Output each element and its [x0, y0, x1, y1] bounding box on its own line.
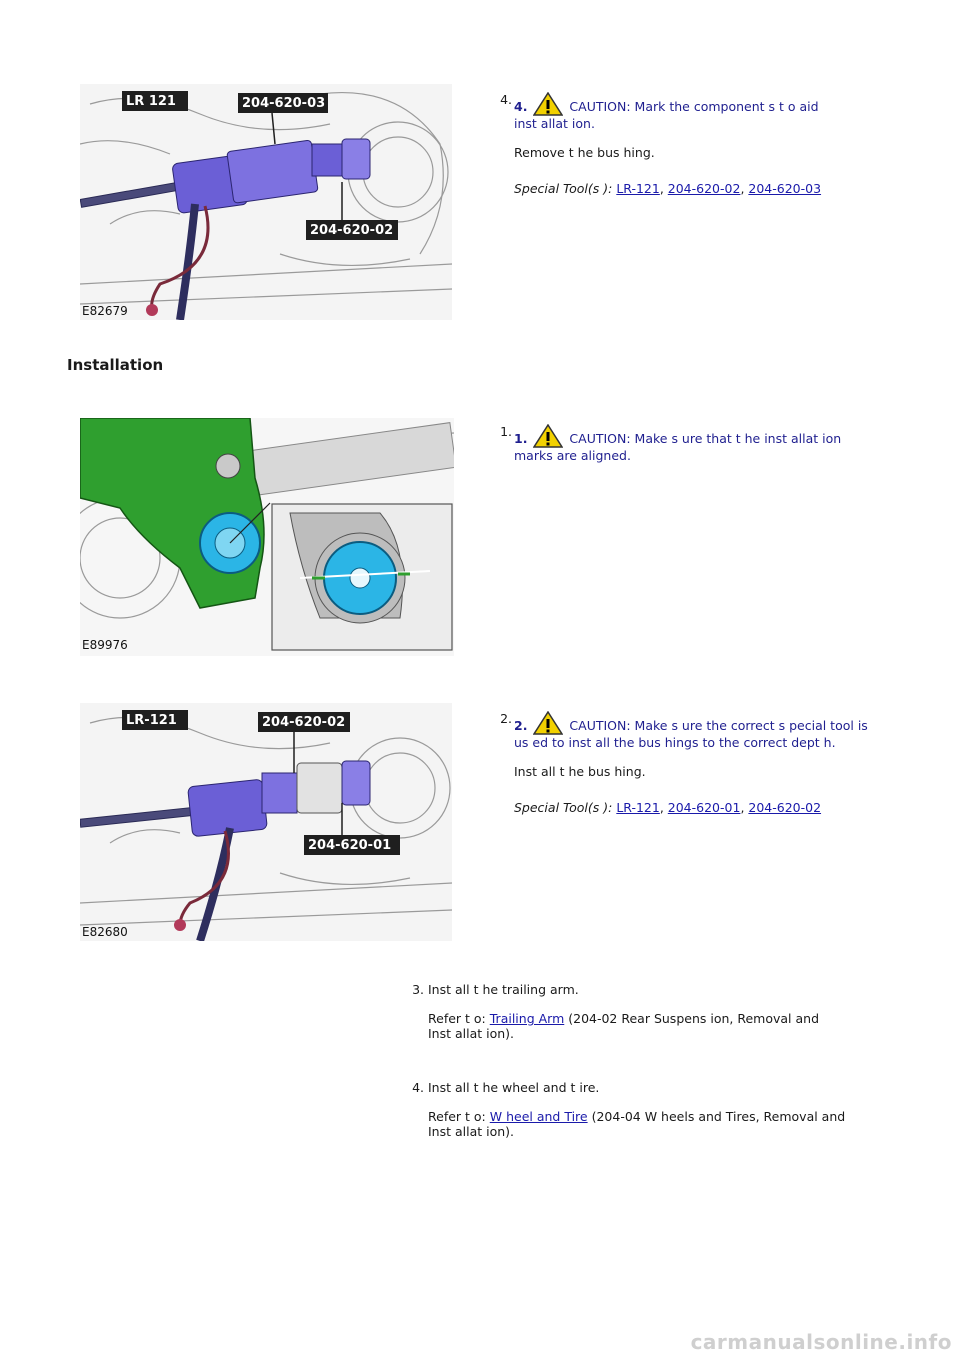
- special-tools-label: Special Tool(s ):: [514, 181, 613, 196]
- refer-suffix-line2: Inst allat ion).: [428, 1124, 515, 1139]
- step-text: Inst all t he wheel and t ire.: [428, 1080, 600, 1095]
- step-number: 3.: [412, 982, 424, 997]
- step-bold-number: 4.: [514, 99, 528, 114]
- wheel-and-tire-link[interactable]: W heel and Tire: [489, 1109, 588, 1124]
- figure-install-tools: [80, 703, 452, 941]
- callout-lr-121: LR-121: [126, 713, 177, 728]
- refer-suffix-line1: (204-04 W heels and Tires, Removal and: [591, 1109, 846, 1124]
- caution-icon: [533, 424, 563, 448]
- caution-text-line2: us ed to inst all the bus hings to the correct dept h.: [514, 735, 836, 750]
- callout-204-620-02: 204-620-02: [262, 715, 346, 730]
- caution-text-line1: CAUTION: Make s ure that t he inst allat ion: [569, 431, 842, 446]
- step-number: 4.: [412, 1080, 424, 1095]
- tool-link-204-620-02[interactable]: 204-620-02: [748, 800, 822, 815]
- step-bold-number: 1.: [514, 431, 528, 446]
- caution-text-line2: inst allat ion.: [514, 116, 595, 131]
- refer-suffix-line2: Inst allat ion).: [428, 1026, 515, 1041]
- trailing-arm-link[interactable]: Trailing Arm: [489, 1011, 565, 1026]
- refer-prefix: Refer t o:: [428, 1011, 486, 1026]
- refer-prefix: Refer t o:: [428, 1109, 486, 1124]
- section-heading-installation: Installation: [67, 356, 164, 374]
- step-number: 4.: [500, 92, 512, 107]
- step-number: 2.: [500, 711, 512, 726]
- callout-lr-121: LR 121: [126, 94, 176, 109]
- caution-text-line2: marks are aligned.: [514, 448, 631, 463]
- tool-link-lr-121[interactable]: LR-121: [616, 181, 660, 196]
- figure-id-label: E82679: [82, 304, 128, 318]
- figure-alignment-marks: [80, 418, 454, 656]
- callout-204-620-03: 204-620-03: [242, 96, 326, 111]
- step-body: Inst all t he bus hing.: [514, 764, 646, 779]
- caution-text-line1: CAUTION: Mark the component s t o aid: [569, 99, 819, 114]
- tool-link-204-620-02[interactable]: 204-620-02: [667, 181, 741, 196]
- watermark: carmanualsonline.info: [690, 1330, 952, 1354]
- caution-icon: [533, 711, 563, 735]
- special-tools-label: Special Tool(s ):: [514, 800, 613, 815]
- figure-id-label: E89976: [82, 638, 128, 652]
- callout-204-620-02: 204-620-02: [310, 223, 394, 238]
- callout-204-620-01: 204-620-01: [308, 838, 392, 853]
- step-text: Inst all t he trailing arm.: [428, 982, 579, 997]
- refer-suffix-line1: (204-02 Rear Suspens ion, Removal and: [568, 1011, 819, 1026]
- step-number: 1.: [500, 424, 512, 439]
- tool-link-204-620-03[interactable]: 204-620-03: [748, 181, 822, 196]
- step-body: Remove t he bus hing.: [514, 145, 655, 160]
- figure-id-label: E82680: [82, 925, 128, 939]
- tool-link-204-620-01[interactable]: 204-620-01: [667, 800, 741, 815]
- figure-removal-tools: [80, 84, 452, 320]
- caution-icon: [533, 92, 563, 116]
- tool-link-lr-121[interactable]: LR-121: [616, 800, 660, 815]
- caution-text-line1: CAUTION: Make s ure the correct s pecial tool is: [569, 718, 868, 733]
- step-bold-number: 2.: [514, 718, 528, 733]
